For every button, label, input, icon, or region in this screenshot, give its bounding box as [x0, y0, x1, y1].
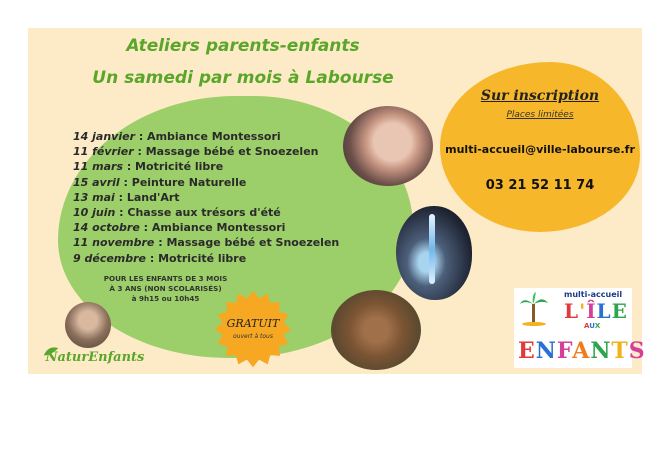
free-badge-label: GRATUIT [226, 317, 280, 330]
logo-letter: X [594, 322, 601, 330]
audience-line-1: POUR LES ENFANTS DE 3 MOIS [103, 274, 228, 283]
event-activity: : Motricité libre [146, 251, 247, 265]
logo-letter: S [628, 338, 646, 364]
ile-word [564, 299, 628, 323]
baby-feet-photo [343, 106, 433, 186]
logo-letter: E [518, 338, 536, 364]
event-date: 14 octobre [73, 221, 140, 235]
event-item [73, 175, 339, 190]
event-activity: : Ambiance Montessori [135, 130, 281, 143]
title-line-1: Ateliers parents-enfants [126, 36, 360, 56]
event-item [73, 129, 339, 144]
event-activity: : Land'Art [114, 190, 180, 204]
event-item [73, 220, 339, 235]
naturenfants-logo-text: NaturEnfants [45, 350, 145, 365]
logo-letter: N [590, 338, 612, 364]
event-date: 15 avril [73, 175, 120, 189]
logo-letter: L [596, 299, 612, 323]
logo-letter: A [584, 322, 590, 330]
event-activity: : Massage bébé et Snoezelen [154, 236, 340, 250]
aux-word [584, 322, 600, 330]
event-date: 11 novembre [73, 236, 155, 250]
event-item [73, 144, 339, 159]
event-date: 10 juin [73, 206, 116, 220]
light-tube-photo [396, 206, 472, 300]
naturenfants-logo-photo [65, 302, 111, 348]
event-item [73, 190, 339, 205]
event-activity: : Chasse aux trésors d'été [115, 206, 281, 220]
logo-letter: ' [579, 299, 587, 323]
event-date: 9 décembre [73, 251, 147, 265]
audience-line-2: À 3 ANS (NON SCOLARISÉS) [109, 284, 222, 293]
event-date: 13 mai [73, 190, 115, 204]
event-list [73, 129, 339, 266]
logo-letter: L [564, 299, 580, 323]
contact-email[interactable]: multi-accueil@ville-labourse.fr [445, 143, 635, 156]
event-date: 11 février [73, 145, 134, 159]
contact-phone[interactable]: 03 21 52 11 74 [485, 178, 595, 193]
free-badge-sublabel: ouvert à tous [233, 333, 273, 340]
logo-letter: U [589, 322, 595, 330]
multi-accueil-label: multi-accueil [564, 290, 623, 299]
logo-letter: E [611, 299, 628, 323]
enfants-word [518, 338, 646, 364]
event-item [73, 235, 339, 250]
logo-letter: Î [586, 299, 597, 323]
logo-letter: F [556, 338, 573, 364]
flyer [28, 28, 646, 374]
event-date: 14 janvier [73, 130, 135, 143]
event-item [73, 251, 339, 266]
logo-letter: N [535, 338, 557, 364]
event-activity: : Peinture Naturelle [119, 175, 247, 189]
event-item [73, 205, 339, 220]
registration-subheading: Places limitées [506, 110, 574, 120]
event-activity: : Ambiance Montessori [139, 221, 286, 235]
event-item [73, 159, 339, 174]
event-activity: : Motricité libre [123, 160, 224, 174]
registration-heading: Sur inscription [480, 88, 600, 104]
audience-line-3: à 9h15 ou 10h45 [131, 294, 200, 303]
logo-letter: T [611, 338, 629, 364]
leaf-art-photo [331, 290, 421, 370]
palm-tree-icon [520, 292, 548, 326]
event-date: 11 mars [73, 160, 123, 174]
logo-letter: A [572, 338, 591, 364]
event-activity: : Massage bébé et Snoezelen [133, 145, 319, 159]
ile-aux-enfants-logo [514, 288, 646, 368]
audience-note [98, 274, 233, 304]
light-tube [429, 214, 435, 284]
title-line-2: Un samedi par mois à Labourse [92, 68, 394, 88]
